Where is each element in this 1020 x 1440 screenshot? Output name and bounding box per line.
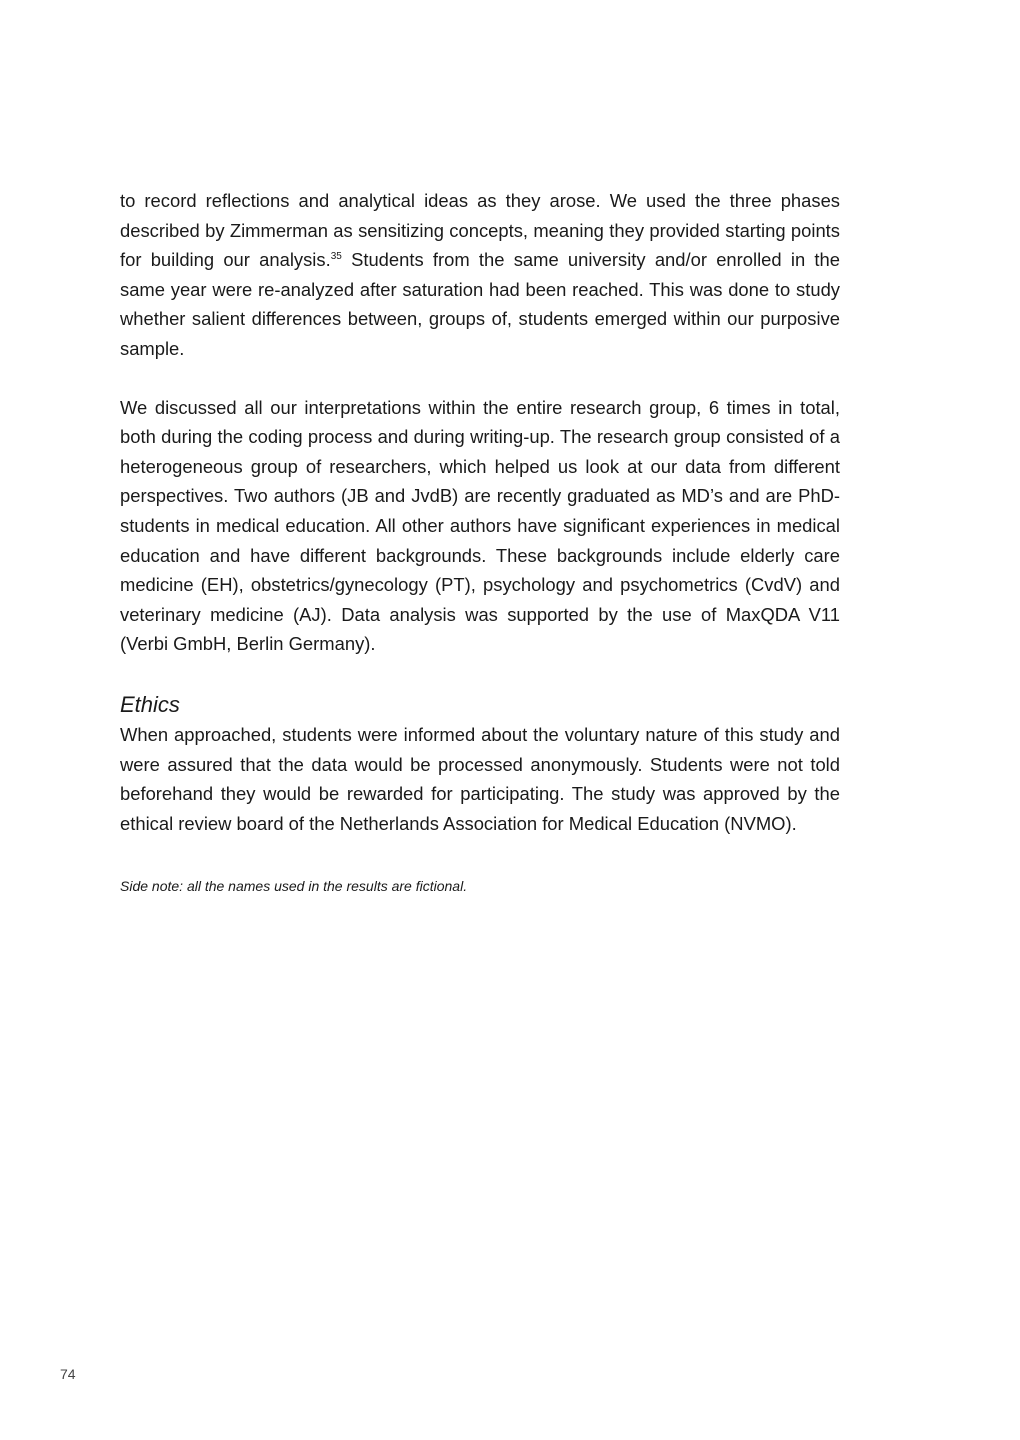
page-number: 74 bbox=[60, 1366, 76, 1382]
paragraph-ethics: When approached, students were informed about the voluntary nature of this study and were assured that the data would be processed anonymously. Students were not told beforehand they would be rewarded for participating. The study was approved by the ethical review board of the Netherlands Association for Medical Education (NVMO). bbox=[120, 723, 840, 834]
paragraph-research-group: We discussed all our interpretations within the entire research group, 6 times in total, both during the coding process and during writing-up. The research group consisted of a heterogeneous group of researchers, which helped us look at our data from different perspectives. Two authors (JB and JvdB) are recently graduated as MD’s and are PhD-students in medical education. All other authors have significant experiences in medical education and have different backgrounds. These backgrounds include elderly care medicine (EH), obstetrics/gynecology (PT), psychology and psychometrics (CvdV) and veterinary medicine (AJ). Data analysis was supported by the use of MaxQDA V11 (Verbi GmbH, Berlin Germany). bbox=[120, 396, 840, 655]
paragraph-analysis-part2: Students from the same university and/or enrolled in the same year were re-analyzed after saturation had been reached. This was done to study whether salient differences between, groups of, students emerged within our purposive sample. bbox=[120, 249, 840, 359]
citation-superscript: 35 bbox=[330, 251, 342, 263]
body-text bbox=[120, 186, 840, 896]
paragraph-analysis-part1: to record reflections and analytical ideas as they arose. We used the three phases described by Zimmerman as sensitizing concepts, meaning they provided starting points for building our analysis. bbox=[120, 190, 840, 271]
side-note: Side note: all the names used in the results are fictional. bbox=[120, 878, 468, 895]
paragraph-analysis bbox=[120, 186, 840, 364]
section-heading-ethics: Ethics bbox=[120, 691, 180, 717]
